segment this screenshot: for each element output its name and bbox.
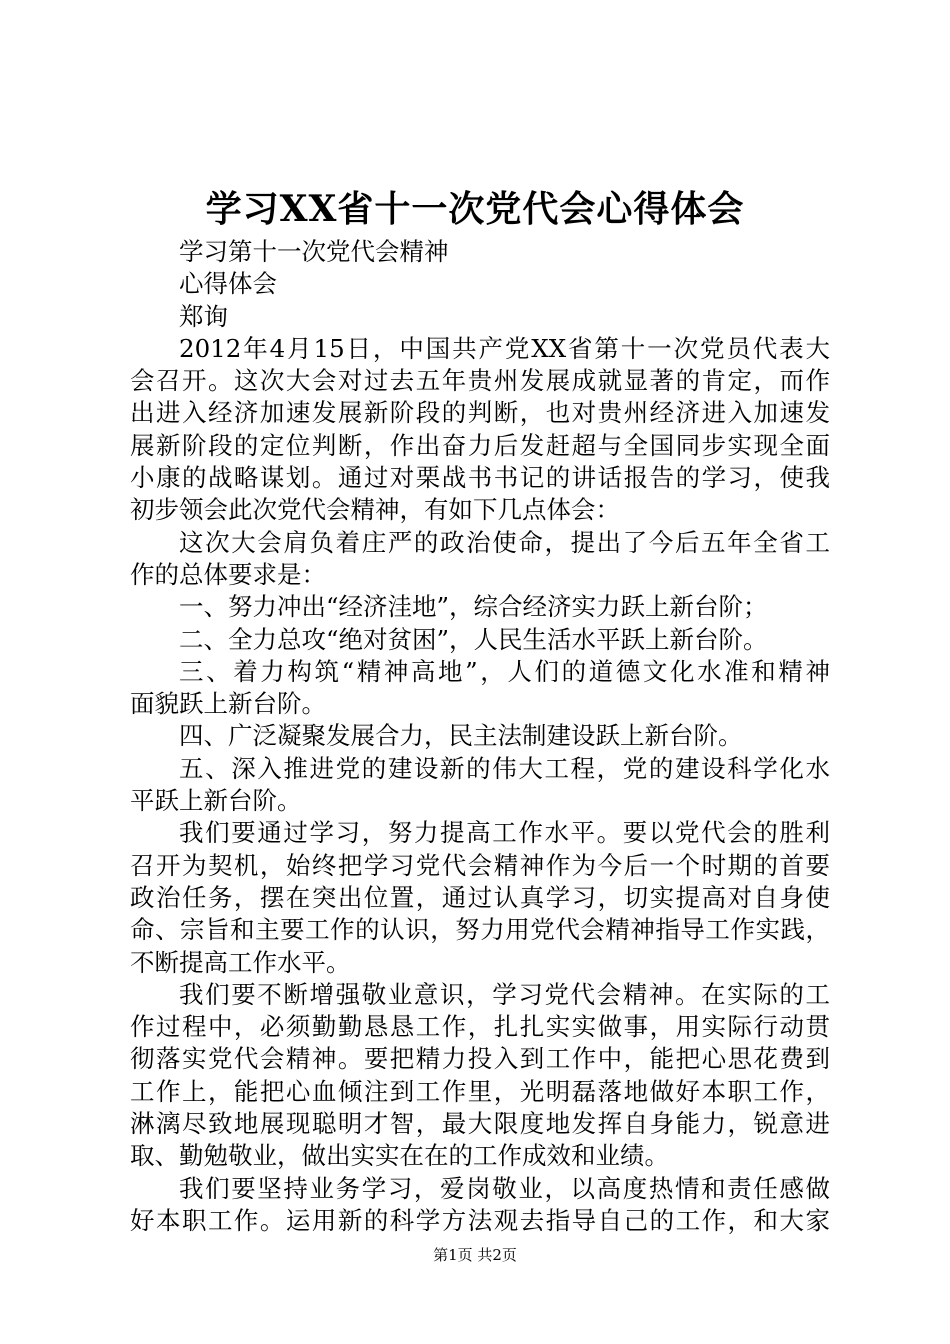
text-line: 这次大会肩负着庄严的政治使命，提出了今后五年全省工: [179, 527, 830, 557]
text-line: 好本职工作。运用新的科学方法观去指导自己的工作，和大家: [130, 1205, 830, 1235]
text-line: 郑询: [179, 301, 228, 331]
text-line: 我们要通过学习，努力提高工作水平。要以党代会的胜利: [179, 818, 830, 848]
text-line: 会召开。这次大会对过去五年贵州发展成就显著的肯定，而作: [130, 366, 830, 396]
text-line: 政治任务，摆在突出位置，通过认真学习，切实提高对自身使: [130, 882, 830, 912]
text-line: 初步领会此次党代会精神，有如下几点体会：: [130, 495, 620, 525]
text-line: 彻落实党代会精神。要把精力投入到工作中，能把心思花费到: [130, 1044, 830, 1074]
text-line: 2012年4月15日，中国共产党XX省第十一次党员代表大: [179, 333, 830, 363]
text-line: 命、宗旨和主要工作的认识，努力用党代会精神指导工作实践，: [130, 915, 830, 945]
text-line: 二、全力总攻“绝对贫困”，人民生活水平跃上新台阶。: [179, 624, 768, 654]
text-line: 作过程中，必须勤勤恳恳工作，扎扎实实做事，用实际行动贯: [130, 1012, 830, 1042]
text-line: 展新阶段的定位判断，作出奋力后发赶超与全国同步实现全面: [130, 430, 830, 460]
text-line: 五、深入推进党的建设新的伟大工程，党的建设科学化水: [179, 753, 830, 783]
text-line: 平跃上新台阶。: [130, 786, 302, 816]
text-line: 四、广泛凝聚发展合力，民主法制建设跃上新台阶。: [179, 721, 743, 751]
text-line: 我们要不断增强敬业意识，学习党代会精神。在实际的工: [179, 979, 830, 1009]
text-line: 心得体会: [179, 269, 277, 299]
text-line: 学习第十一次党代会精神: [179, 237, 449, 266]
document-title: 学习XX省十一次党代会心得体会: [205, 188, 745, 230]
text-line: 一、努力冲出“经济洼地”，综合经济实力跃上新台阶；: [179, 592, 768, 622]
text-line: 面貌跃上新台阶。: [130, 689, 326, 719]
text-line: 我们要坚持业务学习，爱岗敬业，以高度热情和责任感做: [179, 1173, 830, 1203]
text-line: 召开为契机，始终把学习党代会精神作为今后一个时期的首要: [130, 850, 830, 880]
text-line: 不断提高工作水平。: [130, 947, 351, 977]
document-body: [130, 236, 830, 1237]
text-line: 取、勤勉敬业，做出实实在在的工作成效和业绩。: [130, 1141, 669, 1171]
text-line: 小康的战略谋划。通过对栗战书书记的讲话报告的学习，使我: [130, 463, 830, 493]
text-line: 三、着力构筑“精神高地”，人们的道德文化水准和精神: [179, 656, 830, 686]
text-line: 淋漓尽致地展现聪明才智，最大限度地发挥自身能力，锐意进: [130, 1109, 830, 1139]
text-line: 作的总体要求是：: [130, 559, 326, 589]
page-footer: 第1页 共2页: [433, 1246, 517, 1264]
text-line: 工作上，能把心血倾注到工作里，光明磊落地做好本职工作，: [130, 1076, 830, 1106]
text-line: 出进入经济加速发展新阶段的判断，也对贵州经济进入加速发: [130, 398, 830, 428]
